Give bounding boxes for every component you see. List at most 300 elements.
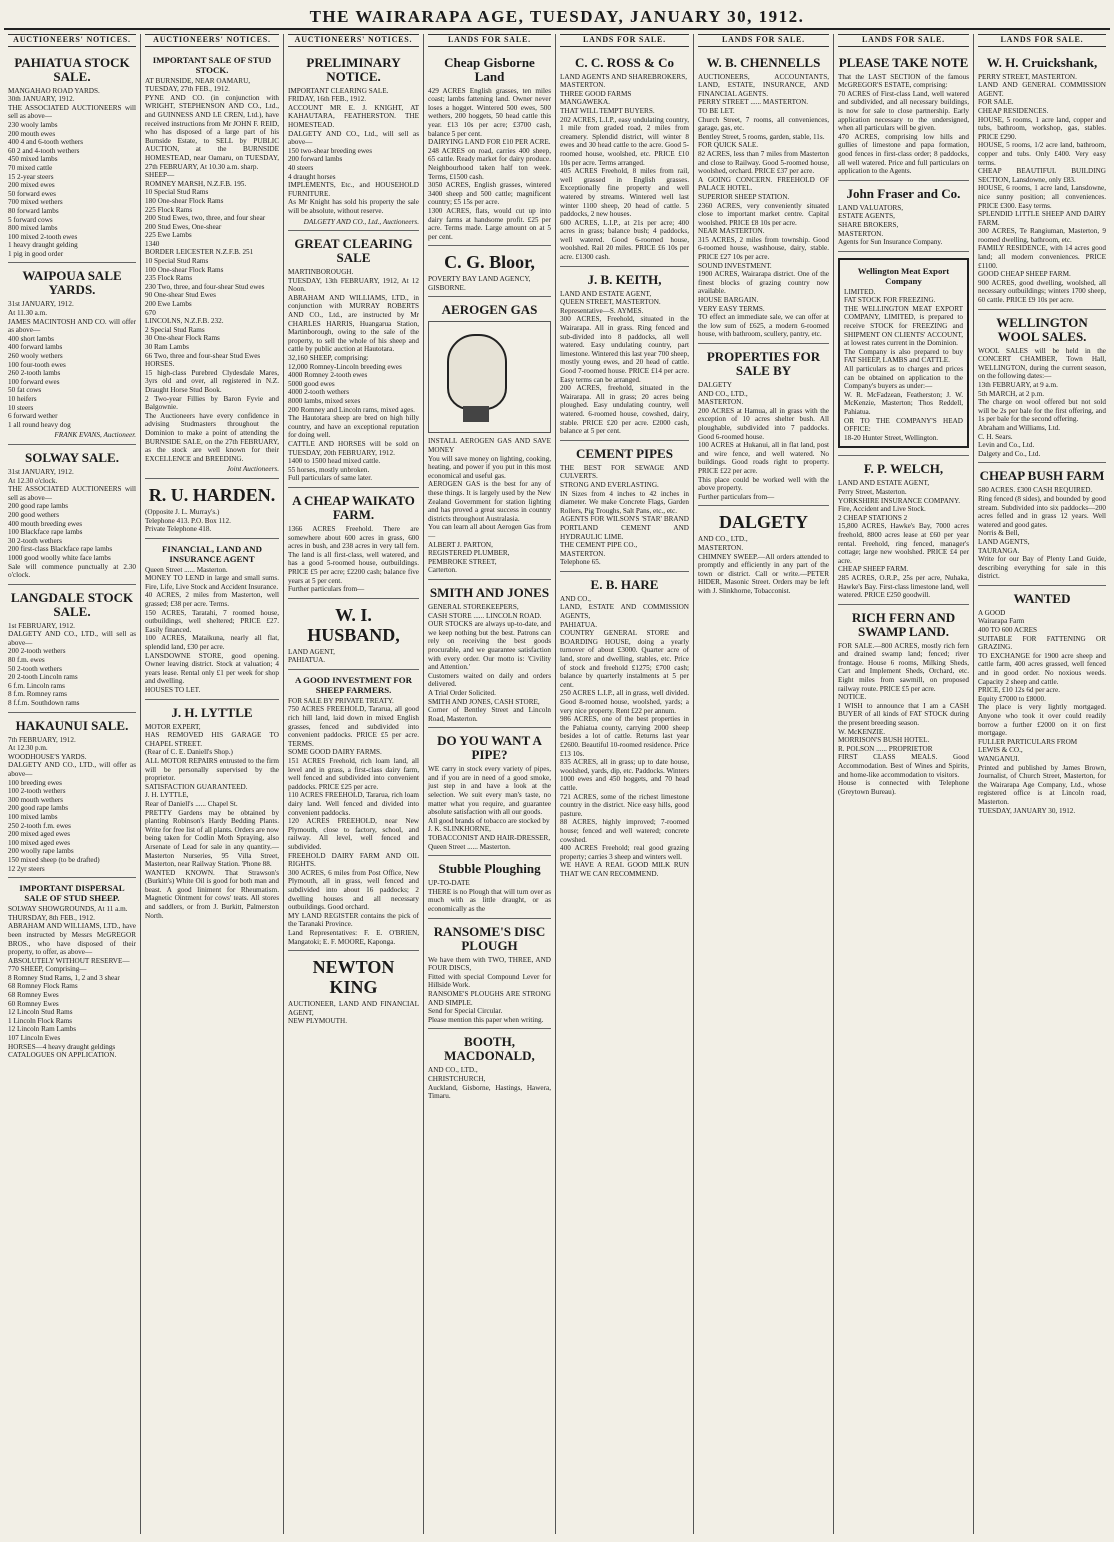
advertisement	[8, 445, 136, 585]
ad-text-line: At 12.30 p.m.	[8, 744, 48, 753]
ad-text-line: HAS REMOVED HIS GARAGE TO CHAPEL STREET.	[145, 731, 279, 748]
ad-title: Stubble Ploughing	[438, 861, 541, 877]
ad-text-line: PERRY STREET, MASTERTON.	[978, 72, 1077, 81]
advertisement	[288, 951, 419, 1030]
ad-text-line: 5th MARCH, at 2 p.m.	[978, 389, 1045, 398]
ad-text-line: 100 mixed 2-tooth ewes	[8, 232, 78, 241]
ad-text-line: SHARE BROKERS,	[838, 220, 899, 229]
ad-text-line: IMPLEMENTS, Etc., and HOUSEHOLD FURNITURE.	[288, 181, 419, 198]
ad-text-line: 200 Ewe Lambs	[145, 300, 192, 309]
ad-signature: Joint Auctioneers.	[226, 465, 279, 474]
ad-text-line: As Mr Knight has sold his property the sale will be absolute, without reserve.	[288, 198, 419, 215]
ad-text-line: 15 high-class Purebred Clydesdale Mares, 3yrs old and over, all registered in N.Z. Draught Horse Stud Book.	[145, 368, 279, 394]
ad-text-line: All particulars as to charges and prices can be obtained on application to the Company's buyers as under:—	[844, 365, 963, 391]
ad-text-line: Representative—S. AYMES.	[560, 306, 644, 315]
ad-text-line: WOOL SALES will be held in the CONCERT CHAMBER, Town Hall, WELLINGTON, during the current season, on the following dates:—	[978, 346, 1106, 381]
ad-text-line: 150 ACRES, Taratahi, 7 roomed house, outbuildings, well sheltered; PRICE £27. Easily financed.	[145, 608, 279, 634]
ad-text-line: Please mention this paper when writing.	[428, 1015, 544, 1024]
ad-text-line: LAND AND ESTATE AGENT,	[560, 289, 652, 298]
ad-text-line: 15,800 ACRES, Hawke's Bay, 7000 acres freehold, 8800 acres lease at £60 per year rental. Freehold, ring fenced, manager's cottage; large new woolshed. PRICE £4 per acre.	[838, 522, 969, 565]
ad-text-line: LAND, ESTATE AND COMMISSION AGENTS,	[560, 603, 689, 621]
ad-text-line: CHEAP RESIDENCES.	[978, 106, 1049, 115]
ad-text-line: SOME GOOD DAIRY FARMS.	[288, 748, 382, 757]
ad-text-line: DAIRYING LAND FOR £10 PER ACRE.	[428, 138, 551, 147]
ad-text-line: TUESDAY, JANUARY 30, 1912.	[978, 806, 1076, 815]
ad-text-line: THE ASSOCIATED AUCTIONEERS will sell as above—	[8, 485, 136, 502]
ad-text-line: HOUSES TO LET.	[145, 686, 201, 694]
ad-text-line: GENERAL STOREKEEPERS,	[428, 602, 519, 611]
ad-text-line: 1 heavy draught gelding	[8, 241, 78, 250]
ad-text-line: Corner of Bentley Street and Lincoln Road, Masterton.	[428, 706, 551, 723]
ad-text-line: SUPERIOR SHEEP STATION.	[698, 192, 790, 201]
ad-title: WELLINGTON WOOL SALES.	[996, 314, 1088, 344]
ad-title: E. B. HARE	[590, 576, 659, 592]
ad-text-line: At 11.30 a.m.	[8, 309, 48, 318]
ad-text-line: REGISTERED PLUMBER,	[428, 549, 510, 558]
ad-text-line: 700 mixed wethers	[8, 198, 63, 207]
ad-text-line: RANSOME'S PLOUGHS ARE STRONG AND SIMPLE.	[428, 989, 551, 1007]
masthead: THE WAIRARAPA AGE, TUESDAY, JANUARY 30, 1912.	[4, 6, 1110, 30]
ad-text-line: Private Telephone 418.	[145, 525, 212, 534]
ad-text-line: 8000 lambs, mixed sexes	[288, 397, 361, 405]
ad-title: W. H. Cruickshank,	[986, 54, 1098, 70]
advertisement	[428, 1029, 551, 1104]
ad-text-line: GOOD CHEAP SHEEP FARM.	[978, 270, 1071, 279]
ad-text-line: HOUSE, 5 rooms, 1 acre land, copper and tubs, bathroom, workshop, gas, stables. PRICE £290.	[978, 115, 1106, 141]
column-4	[424, 34, 556, 1534]
ad-text-line: 8 Romney Stud Rams, 1, 2 and 3 shear	[8, 973, 120, 982]
ad-text-line: The Auctioneers have every confidence in advising Studmasters throughout the Dominion to make a point of attending the BURNSIDE SALE, on the 27th FEBRUARY, as the stock are well known for their EXCELLENCE and BREEDING.	[145, 411, 279, 463]
ad-text-line: 68 Romney Flock Rams	[8, 982, 78, 991]
advertisement	[560, 267, 689, 441]
ad-text-line: Queen Street ...... Masterton.	[428, 842, 511, 851]
advertisement	[428, 728, 551, 856]
column-2	[141, 34, 284, 1534]
ad-text-line: 30th JANUARY, 1912.	[8, 95, 75, 104]
ad-text-line: CHEAP BEAUTIFUL BUILDING SECTION, Lansdowne, only £83.	[978, 167, 1106, 184]
ad-text-line: SOLWAY SHOWGROUNDS, At 11 a.m.	[8, 905, 128, 914]
ad-text-line: LINCOLNS, N.Z.F.B. 232.	[145, 317, 224, 326]
ad-text-line: Sale will commence punctually at 2.30 o'clock.	[8, 562, 136, 580]
ad-text-line: 100 mixed aged ewes	[8, 838, 71, 847]
ad-text-line: FRIDAY, 16th FEB., 1912.	[288, 95, 367, 104]
ad-text-line: 8 f.m. Romney rams	[8, 690, 67, 699]
ad-text-line: THE BEST FOR SEWAGE AND CULVERTS.	[560, 463, 689, 481]
column-header: LANDS FOR SALE.	[978, 34, 1106, 47]
gas-lamp-illustration	[428, 321, 551, 433]
advertisement	[428, 50, 551, 247]
ad-text-line: YORKSHIRE INSURANCE COMPANY.	[838, 496, 961, 505]
advertisement	[838, 605, 969, 801]
ad-text-line: 70 ACRES of First-class Land, well watered and subdivided, and all necessary buildings, is now for sale to close partnership. Early application necessary to the undersigned, when all particulars will be given.	[838, 89, 969, 133]
ad-text-line: 8 f.f.m. Southdown rams	[8, 699, 80, 708]
ad-text-line: 10 Special Stud Rams	[145, 188, 209, 197]
advertisement	[288, 231, 419, 488]
ad-text-line: 4 draught horses	[288, 172, 336, 181]
advertisement	[838, 252, 969, 457]
ad-text-line: HOUSE BARGAIN.	[698, 296, 759, 305]
ad-text-line: 750 ACRES FREEHOLD, Tararua, all good rich hill land, laid down in mixed English grasses, fenced and subdivided into convenient paddocks. PRICE £5 per acre. TERMS.	[288, 705, 419, 748]
ad-text-line: 250 ACRES L.I.P., all in grass, well divided. Good 8-roomed house, woolshed, yards; a very nice property. Rent £22 per annum.	[560, 689, 689, 715]
ad-text-line: THE WELLINGTON MEAT EXPORT COMPANY, LIMITED, is prepared to receive STOCK for FREEZING and SHIPMENT ON CLIENTS' ACCOUNT, at lowest rates current in the Dominion.	[844, 304, 963, 348]
ad-text-line: 900 ACRES, good dwelling, woolshed, all necessary outbuildings; winters 1700 sheep, 60 cattle. PRICE £9 10s per acre.	[978, 278, 1106, 305]
ad-text-line: 670	[145, 308, 156, 317]
ad-text-line: HOUSE, 5 rooms, 1/2 acre land, bathroom, copper and tubs. Only £400. Very easy terms.	[978, 141, 1106, 167]
ad-text-line: MARTINBOROUGH.	[288, 268, 354, 277]
advertisement	[428, 580, 551, 728]
ad-text-line: 1366 ACRES Freehold. There are somewhere about 600 acres in grass, 600 acres in bush, and 238 acres in very tall fern. The land is all first-class, well watered, and has a good 5-roomed house, outbuildings. PRICE £5 per acre; £2200 cash; balance five years at 5 per cent.	[288, 524, 419, 585]
column-header: LANDS FOR SALE.	[428, 34, 551, 47]
advertisement	[145, 700, 279, 925]
ad-text-line: 200 Stud Ewes, two, three, and four shear	[145, 214, 266, 223]
ad-text-line: 250 2-tooth f.m. ewes	[8, 821, 71, 830]
ad-text-line: MORRISON'S BUSH HOTEL.	[838, 736, 930, 745]
ad-text-line: 13th FEBRUARY, at 9 a.m.	[978, 381, 1058, 389]
ad-text-line: Rear of Daniell's ...... Chapel St.	[145, 799, 238, 808]
ad-text-line: Customers waited on daily and orders delivered.	[428, 671, 551, 689]
ad-text-line: 70 mixed cattle	[8, 163, 53, 172]
ad-text-line: LAND AGENT,	[288, 647, 335, 656]
ad-text-line: 12 Lincoln Ram Lambs	[8, 1025, 77, 1034]
advertisement	[8, 50, 136, 264]
ad-text-line: 80 f.m. ewes	[8, 656, 45, 665]
advertisement	[978, 463, 1106, 586]
advertisement	[8, 585, 136, 713]
advertisement	[698, 506, 829, 599]
ad-text-line: 31st JANUARY, 1912.	[8, 467, 74, 476]
ad-text-line: 1900 ACRES, Wairarapa district. One of the finest blocks of grazing country now available.	[698, 270, 829, 296]
ad-text-line: FOR SALE.	[978, 98, 1014, 107]
column-header: AUCTIONEERS' NOTICES.	[288, 34, 419, 47]
ad-text-line: W. McKENZIE.	[838, 727, 886, 736]
column-1	[4, 34, 141, 1534]
ad-text-line: STRONG AND EVERLASTING.	[560, 480, 659, 489]
ad-text-line: PYNE AND CO. (in conjunction with WRIGHT, STEPHENSON AND CO., Ltd., and GUINNESS AND LE CREN, Ltd.), have received instructions from Mr JOHN F. REID, who has disposed of a large part of his Burnside Estate, to SELL by PUBLIC AUCTION, at the BURNSIDE HOMESTEAD, near Oamaru, on TUESDAY, 27th FEBRUARY, At 10.30 a.m. sharp.	[145, 93, 279, 171]
ad-text-line: 7th FEBRUARY, 1912.	[8, 735, 76, 744]
ad-text-line: 1 Lincoln Flock Rams	[8, 1016, 73, 1025]
ad-title: A CHEAP WAIKATO FARM.	[292, 492, 415, 522]
ad-text-line: Dalgety and Co., Ltd.	[978, 449, 1041, 458]
ad-text-line: 10 heifers	[8, 395, 37, 403]
ad-text-line: You will save money on lighting, cooking, heating, and power if you put in this most economical and useful gas.	[428, 454, 551, 480]
ad-text-line: THAT WILL TEMPT BUYERS.	[560, 106, 655, 115]
ad-title: NEWTON KING	[312, 957, 395, 998]
ad-text-line: 40 steers	[288, 163, 314, 172]
columns-container	[4, 34, 1110, 1534]
column-header: LANDS FOR SALE.	[698, 34, 829, 47]
advertisement	[428, 856, 551, 918]
ad-text-line: WE HAVE A REAL GOOD MILK RUN THAT WE CAN RECOMMEND.	[560, 861, 689, 878]
ad-text-line: CATTLE AND HORSES will be sold on TUESDAY, 20th FEBRUARY, 1912.	[288, 439, 419, 457]
ad-text-line: SMITH AND JONES, CASH STORE,	[428, 697, 540, 706]
ad-text-line: 50 fat cows	[8, 386, 42, 395]
ad-text-line: 450 mixed lambs	[8, 155, 58, 164]
ad-text-line: TO BE LET.	[698, 106, 735, 115]
ad-title: PAHIATUA STOCK SALE.	[14, 54, 130, 84]
ad-text-line: SUITABLE FOR FATTENING OR GRAZING.	[978, 634, 1106, 652]
ad-title: R. U. HARDEN.	[148, 484, 276, 505]
ad-title: Cheap Gisborne Land	[444, 54, 535, 84]
ad-title: PROPERTIES FOR SALE BY	[706, 349, 821, 378]
column-8	[974, 34, 1110, 1534]
ad-title: Wellington Meat Export Company	[857, 265, 950, 286]
ad-text-line: MASTERTON.	[838, 229, 884, 238]
ad-text-line: 405 ACRES Freehold, 8 miles from rail, well grassed in English grasses. Exceptionally fine property and well watered by streams. Wintered well last winter 1100 sheep, 20 head of cattle. 5 paddocks, 2 new houses.	[560, 167, 689, 219]
ad-text-line: 5000 good ewes	[288, 379, 335, 388]
ad-text-line: ACCOUNT MR E. J. KNIGHT, AT KAHAUTARA, FEATHERSTON. THE HOMESTEAD.	[288, 103, 419, 129]
ad-text-line: COUNTRY GENERAL STORE and BOARDING HOUSE, doing a yearly turnover of about £3000. Quarter acre of land, store and dwelling, stables, etc. Price of stock and freehold £1275; £700 cash; balance by quarterly instalments at 5 per cent.	[560, 629, 689, 689]
ad-text-line: 200 Romney and Lincoln rams, mixed ages.	[288, 405, 415, 414]
advertisement	[145, 479, 279, 539]
ad-text-line: NEAR MASTERTON.	[698, 227, 765, 236]
ad-text-line: 200 forward lambs	[288, 155, 343, 164]
ad-title: F. P. WELCH,	[863, 461, 944, 477]
ad-text-line: 40 ACRES, 2 miles from Masterton, well grassed; £38 per acre. Terms.	[145, 591, 279, 609]
ad-text-line: 100 ACRES, Mataikuna, nearly all flat, splendid land, £30 per acre.	[145, 634, 279, 652]
ad-text-line: 225 Ewe Lambs	[145, 231, 192, 240]
ad-text-line: Abraham and Williams, Ltd.	[978, 423, 1061, 432]
ad-text-line: FIRST CLASS MEALS. Good Accommodation. Best of Wines and Spirits, and home-like accommodation to visitors.	[838, 753, 969, 779]
ad-text-line: LAND AGENTS AND SHAREBROKERS,	[560, 72, 687, 81]
ad-text-line: AND CO., LTD.,	[428, 1066, 478, 1075]
ad-text-line: CHEAP SHEEP FARM.	[838, 565, 909, 574]
ad-text-line: 230 wooly lambs	[8, 120, 58, 129]
ad-title: FINANCIAL, LAND AND INSURANCE AGENT	[162, 543, 262, 564]
ad-text-line: A GOING CONCERN. FREEHOLD OF PALACE HOTEL.	[698, 175, 829, 193]
ad-text-line: The charge on wool offered but not sold will be 2s per bale for the first offering, and 1s per bale for the second offering.	[978, 398, 1106, 424]
ad-text-line: 721 ACRES, some of the richest limestone country in the district. Nice easy hills, good pasture.	[560, 792, 689, 818]
ad-text-line: UP-TO-DATE	[428, 879, 470, 888]
ad-text-line: 6 f.m. Lincoln rams	[8, 681, 65, 690]
ad-title: CEMENT PIPES	[576, 445, 673, 461]
ad-title: J. B. KEITH,	[587, 271, 662, 287]
ad-text-line: 248 ACRES on road, carries 400 sheep, 65 cattle. Ready market for dairy produce. Neighbourhood taken half ton week. Terms, £1500 cash.	[428, 146, 551, 181]
ad-text-line: FAT STOCK FOR FREEZING.	[844, 296, 936, 305]
ad-text-line: QUEEN STREET, MASTERTON.	[560, 298, 661, 307]
ad-text-line: PRICE, £10 12s 6d per acre.	[978, 686, 1061, 695]
ad-text-line: Send for Special Circular.	[428, 1007, 503, 1016]
ad-text-line: 260 wooly wethers	[8, 352, 63, 361]
ad-title: RANSOME'S DISC PLOUGH	[433, 923, 546, 953]
column-5	[556, 34, 694, 1534]
ad-text-line: 4000 Romney 2-tooth ewes	[288, 371, 368, 380]
ad-text-line: WOODHOUSE'S YARDS.	[8, 752, 87, 761]
advertisement	[288, 50, 419, 232]
ad-text-line: A GOOD	[978, 608, 1006, 617]
column-header: AUCTIONEERS' NOTICES.	[145, 34, 279, 47]
ad-title: SOLWAY SALE.	[25, 449, 119, 465]
ad-text-line: CATALOGUES ON APPLICATION.	[8, 1051, 117, 1060]
ad-text-line: 300 ACRES, Freehold, situated in the Wairarapa. All in grass. Ring fenced and sub-divided into 8 paddocks, all well watered. Easy undulating country, part limestone. Wintered this last year 700 sheep, mostly young ewes, and 20 head of cattle. Good 7-roomed house. PRICE £14 per acre. Easy terms can be arranged.	[560, 315, 689, 384]
ad-title: LANGDALE STOCK SALE.	[10, 589, 134, 619]
ad-text-line: 200 first-class Blackface rape lambs	[8, 545, 113, 554]
ad-text-line: CASH STORE ...... LINCOLN ROAD.	[428, 611, 542, 620]
ad-text-line: J. K. SLINKHORNE,	[428, 825, 491, 834]
ad-text-line: LIMITED.	[844, 287, 876, 296]
ad-text-line: 225 Flock Rams	[145, 205, 193, 214]
ad-text-line: DALGETY AND CO., LTD., will sell as above—	[8, 630, 136, 647]
column-7	[834, 34, 974, 1534]
ad-text-line: MONEY TO LEND in large and small sums. Fire, Life, Live Stock and Accident Insurance.	[145, 574, 279, 591]
ad-text-line: All good brands of tobacco are stocked by	[428, 816, 550, 825]
ad-text-line: 100 four-tooth ewes	[8, 360, 66, 369]
ad-signature: DALGETY AND CO., Ltd., Auctioneers.	[303, 217, 419, 226]
ad-text-line: Printed and published by James Brown, Journalist, of Church Street, Masterton, for the Wairarapa Age Company, Ltd., whose registered office is at Lincoln road, Masterton.	[978, 763, 1106, 806]
ad-text-line: WANTED KNOWN. That Strawson's (Burkitt's) White Oil is good for both man and beast. A good liniment for Rheumatism. Magnetic Ointment for cows' teats. All stores and saddlers, or from J. Burkitt, Palmerston North.	[145, 868, 279, 920]
column-header: LANDS FOR SALE.	[560, 34, 689, 47]
ad-title: HAKAUNUI SALE.	[15, 717, 129, 733]
ad-text-line: 260 2-tooth lambs	[8, 369, 61, 378]
advertisement	[838, 181, 969, 252]
ad-title: SMITH AND JONES	[429, 584, 550, 600]
ad-text-line: 400 4 and 6-tooth wethers	[8, 138, 84, 147]
ad-title: W. B. CHENNELLS	[706, 54, 821, 70]
advertisement	[8, 878, 136, 1064]
ad-text-line: 200 2-tooth wethers	[8, 647, 66, 656]
ad-text-line: OR TO THE COMPANY'S HEAD OFFICE:	[844, 416, 963, 434]
ad-text-line: 120 ACRES FREEHOLD, near New Plymouth, close to factory, school, and railway. All level, well fenced and subdivided.	[288, 817, 419, 851]
ad-text-line: THE ASSOCIATED AUCTIONEERS will sell as above—	[8, 103, 136, 121]
ad-text-line: 300 ACRES, 6 miles from Post Office, New Plymouth, all in grass, well fenced and subdivided into about 16 paddocks; 2 dwelling houses and all necessary outbuildings. Good orchard.	[288, 868, 419, 912]
ad-text-line: 66 Two, three and four-shear Stud Ewes	[145, 351, 261, 360]
ad-text-line: 82 ACRES, less than 7 miles from Masterton and close to Railway. Good 5-roomed house, woolshed, orchard. PRICE £37 per acre.	[698, 149, 829, 176]
ad-text-line: A Trial Order Solicited.	[428, 688, 496, 697]
ad-text-line: PAHIATUA.	[288, 656, 326, 665]
ad-text-line: FREEHOLD DAIRY FARM AND OIL RIGHTS.	[288, 851, 419, 869]
ad-text-line: Perry Street, Masterton.	[838, 487, 907, 496]
ad-text-line: LANSDOWNE STORE, good opening. Owner leaving district. Stock at valuation; 4 years lease. Rental only £1 per week for shop and dwelling.	[145, 651, 279, 686]
ad-text-line: 12,000 Romney-Lincoln breeding ewes	[288, 362, 402, 371]
ad-text-line: 3050 ACRES, English grasses, wintered 3400 sheep and 500 cattle; magnificent country; £5 15s per acre.	[428, 181, 551, 207]
ad-text-line: 100 One-shear Flock Rams	[145, 265, 224, 274]
ad-text-line: DALGETY	[698, 381, 732, 389]
ad-text-line: ABSOLUTELY WITHOUT RESERVE—	[8, 956, 130, 965]
ad-text-line: 200 mouth ewes	[8, 129, 56, 138]
ad-title: PRELIMINARY NOTICE.	[306, 54, 401, 84]
ad-text-line: 1 all round heavy dog	[8, 420, 71, 429]
ad-text-line: 150 mixed sheep (to be drafted)	[8, 855, 100, 864]
ad-text-line: Full particulars of same later.	[288, 474, 373, 483]
advertisement	[288, 670, 419, 951]
ad-text-line: 4000 2-tooth wethers	[288, 388, 350, 397]
ad-text-line: 429 ACRES English grasses, ten miles coast; lambs fattening land. Owner never loses a hogget. Wintered 500 ewes, 500 wethers, 200 hoggets, 50 head cattle this year. £13 10s per acre; £3700 cash, balance 5 per cent.	[428, 86, 551, 138]
ad-text-line: Fire, Accident and Live Stock.	[838, 505, 926, 514]
ad-text-line: THREE GOOD FARMS	[560, 89, 632, 98]
ad-text-line: The place is very lightly mortgaged. Anyone who took it over could readily borrow a further £2000 on it on first mortgage.	[978, 703, 1106, 738]
ad-text-line: 90 One-shear Stud Ewes	[145, 291, 216, 300]
ad-text-line: 10 steers	[8, 403, 34, 412]
ad-text-line: 200 woolly rape lambs	[8, 847, 74, 856]
ad-title: GREAT CLEARING SALE	[294, 236, 413, 266]
ad-text-line: Further particulars from—	[288, 585, 365, 594]
ad-text-line: House is connected with Telephone (Greytown Bureau).	[838, 779, 969, 796]
ad-text-line: 1st FEBRUARY, 1912.	[8, 621, 75, 630]
ad-text-line: GISBORNE.	[428, 283, 466, 292]
ad-text-line: 68 Romney Ewes	[8, 991, 59, 1000]
ad-text-line: 2 CHEAP STATIONS 2	[838, 513, 908, 522]
ad-text-line: 30 Ram Lambs	[145, 343, 189, 351]
ad-text-line: THERE is no Plough that will turn over as much with as little draught, or as economically as the	[428, 887, 551, 913]
ad-text-line: 30 One-shear Flock Rams	[145, 334, 220, 343]
ad-text-line: Telephone 413. P.O. Box 112.	[145, 516, 231, 525]
ad-text-line: TO EXCHANGE for 1900 acre sheep and cattle farm, 400 acres grassed, well fenced and in good order. No noxious weeds. Capacity 2 sheep and cattle.	[978, 651, 1106, 686]
ad-text-line: THE CEMENT PIPE CO.,	[560, 541, 638, 550]
ad-text-line: 470 ACRES, comprising low hills and gullies of limestone and papa formation, good fences in first-class order; 8 paddocks, all well watered. Price and full particulars on application to the Agents.	[838, 132, 969, 176]
ad-title: BOOTH, MACDONALD,	[444, 1034, 535, 1064]
ad-text-line: 1 pig in good order	[8, 249, 64, 258]
ad-text-line: Write for our Bay of Plenty Land Guide, describing everything for sale in this district.	[978, 555, 1106, 581]
lamp-bulb-icon	[447, 334, 507, 410]
ad-text-line: SPLENDID LITTLE SHEEP AND DAIRY FARM.	[978, 210, 1106, 227]
ad-text-line: 300 mouth wethers	[8, 795, 64, 804]
ad-text-line: This place could be worked well with the above property.	[698, 475, 829, 493]
ad-text-line: AUCTIONEERS, ACCOUNTANTS, LAND, ESTATE, INSURANCE, AND FINANCIAL AGENTS.	[698, 72, 829, 98]
ad-title: AEROGEN GAS	[441, 302, 538, 318]
ad-signature: FRANK EVANS, Auctioneer.	[54, 431, 136, 440]
ad-text-line: That the LAST SECTION of the famous McGREGOR'S ESTATE, comprising:	[838, 72, 969, 90]
ad-text-line: 100 Blackface rape lambs	[8, 528, 83, 537]
ad-text-line: 400 forward lambs	[8, 343, 63, 352]
ad-text-line: MOTOR EXPERT,	[145, 722, 201, 731]
ad-text-line: 400 ACRES Freehold; real good grazing property; carries 3 sheep and winters well.	[560, 844, 689, 861]
ad-text-line: Auckland, Gisborne, Hastings, Hawera, Timaru.	[428, 1083, 551, 1101]
ad-text-line: J. H. LYTTLE,	[145, 791, 189, 800]
ad-text-line: 200 good wethers	[8, 510, 60, 519]
ad-text-line: 12 2yr steers	[8, 864, 45, 873]
ad-text-line: You can learn all about Aerogen Gas from—	[428, 523, 551, 540]
ad-text-line: ROMNEY MARSH, N.Z.F.B. 195.	[145, 179, 247, 188]
ad-text-line: VERY EASY TERMS.	[698, 304, 765, 313]
advertisement	[698, 344, 829, 506]
ad-text-line: TO effect an immediate sale, we can offer at the low sum of £625, a modern 6-roomed house, with bathroom, scullery, pantry, etc.	[698, 313, 829, 339]
ad-text-line: 20 2-tooth Lincoln rams	[8, 673, 78, 682]
column-6	[694, 34, 834, 1534]
ad-text-line: 10 Special Stud Rams	[145, 257, 209, 266]
ad-text-line: MASTERTON.	[698, 398, 744, 407]
ad-text-line: 200 ACRES, freehold, situated in the Wairarapa. All in grass; 20 acres being ploughed. Easy undulating country, well watered. 6-roomed house, cowshed, dairy, stable. PRICE £20 per acre. £2000 cash, balance at 5 per cent.	[560, 384, 689, 436]
ad-text-line: 55 horses, mostly unbroken.	[288, 465, 370, 474]
ad-title: John Fraser and Co.	[846, 185, 961, 201]
ad-text-line: 32,160 SHEEP, comprising:	[288, 354, 369, 363]
ad-text-line: 2 Two-year Fillies by Baron Fyvie and Balgownie.	[145, 394, 279, 412]
ad-text-line: CHRISTCHURCH,	[428, 1074, 486, 1083]
ad-text-line: 150 two-shear breeding ewes	[288, 146, 373, 155]
ad-text-line: LAND AND GENERAL COMMISSION AGENT.	[978, 81, 1106, 98]
ad-text-line: 200 Stud Ewes, One-shear	[145, 222, 222, 231]
ad-text-line: 100 ACRES at Hukanui, all in flat land, post and wire fence, and well watered. No buildings. Good roads right to property. PRICE £22 per acre.	[698, 441, 829, 475]
ad-text-line: 300 ACRES, Te Rangiuman, Masterton, 9 roomed dwelling, bathroom, etc.	[978, 227, 1106, 244]
ad-text-line: 31st JANUARY, 1912.	[8, 300, 74, 309]
ad-title: IMPORTANT SALE OF STUD STOCK.	[152, 54, 272, 75]
ad-text-line: FAMILY RESIDENCE, with 14 acres good land; all modern conveniences. PRICE £1100.	[978, 244, 1106, 270]
ad-text-line: The Hautotara sheep are bred on high hilly country, and have an exceptional reputation for doing well.	[288, 414, 419, 440]
ad-title: WAIPOUA SALE YARDS.	[22, 268, 122, 298]
ad-text-line: THURSDAY, 8th FEB., 1912.	[8, 913, 95, 922]
ad-text-line: PEMBROKE STREET,	[428, 557, 497, 566]
ad-text-line: 202 ACRES, L.I.P., easy undulating country, 1 mile from graded road, 2 miles from creamery. Splendid district, will winter 8 ewes and 30 head cattle to the acre. Good 5-roomed house, woolshed, etc. PRICE £10 10s per acre. Terms arranged.	[560, 115, 689, 167]
ad-text-line: Agents for Sun Insurance Company.	[838, 238, 943, 247]
ad-text-line: DALGETY AND CO., LTD., will offer as above—	[8, 761, 136, 778]
ad-text-line: 180 One-shear Flock Rams	[145, 196, 224, 205]
ad-text-line: WE carry in stock every variety of pipes, and if you are in need of a good smoke, just step in and have a look at the selection. We suit every man's taste, no matter what you require, and guarantee absolute satisfaction with all our goods.	[428, 765, 551, 817]
column-header: AUCTIONEERS' NOTICES.	[8, 34, 136, 47]
ad-text-line: ESTATE AGENTS,	[838, 212, 895, 221]
ad-text-line: Fitted with special Compound Lever for Hillside Work.	[428, 972, 551, 990]
ad-text-line: PERRY STREET ...... MASTERTON.	[698, 98, 809, 107]
ad-text-line: BORDER LEICESTER N.Z.F.B. 251	[145, 248, 254, 257]
advertisement	[560, 441, 689, 572]
column-3	[284, 34, 424, 1534]
